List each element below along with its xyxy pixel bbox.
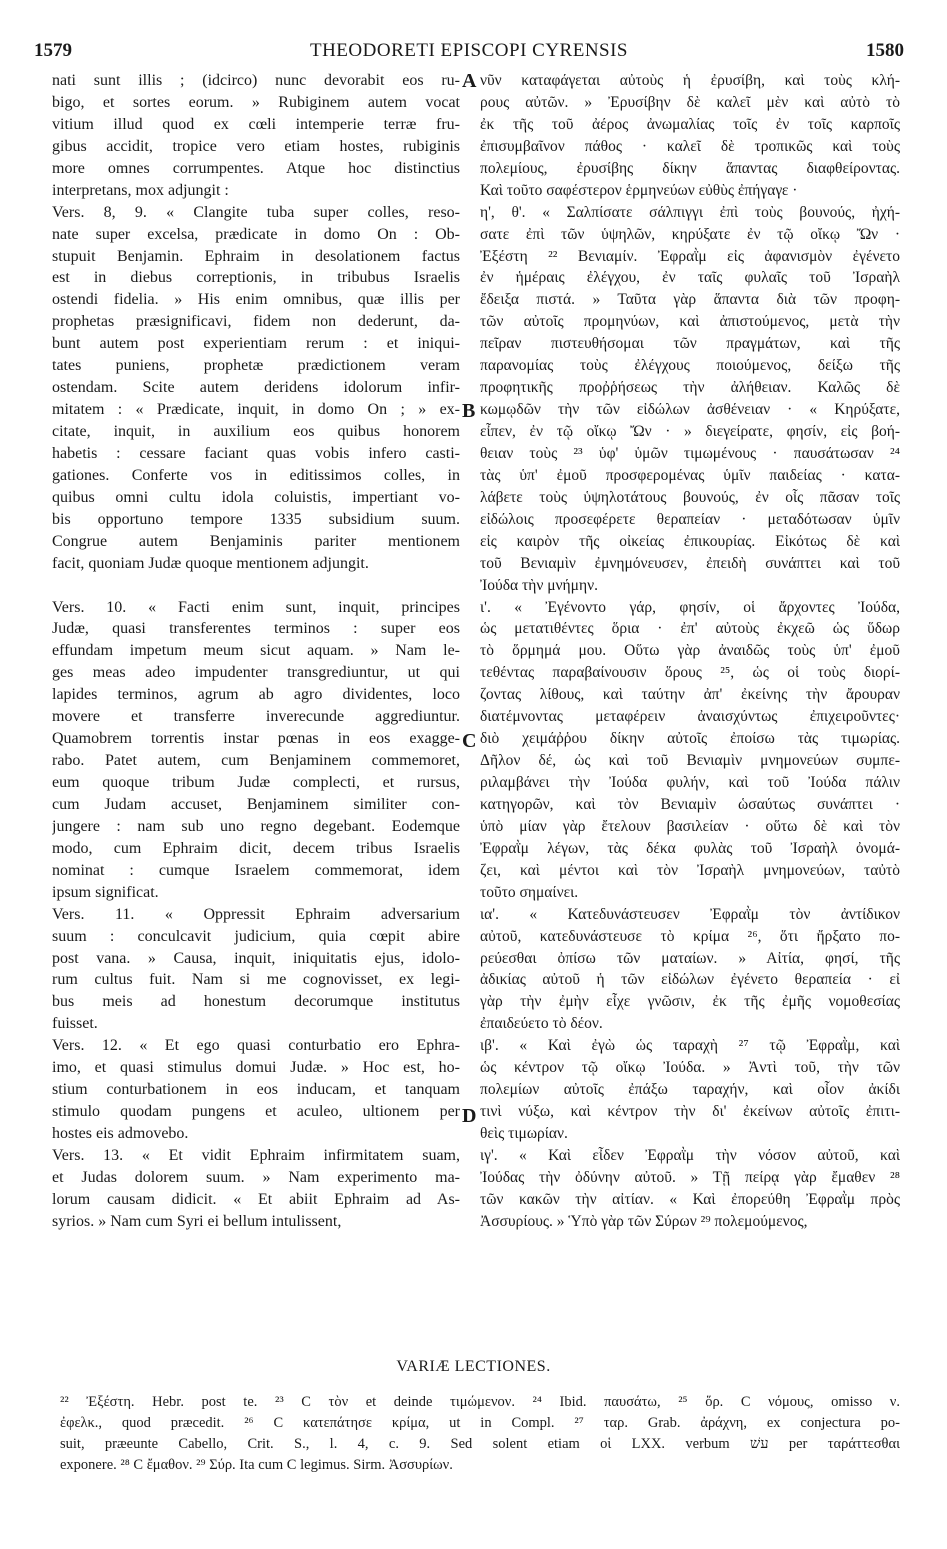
latin-text-line: lorum causam didicit. « Et abiit Ephraim ad As- bbox=[52, 1190, 460, 1208]
running-title: THEODORETI EPISCOPI CYRENSIS bbox=[309, 40, 629, 61]
greek-text-line: ζοντας λίθους, καὶ ταύτην ἀπ' ἐκείνης τὴν ἄρουραν bbox=[480, 686, 900, 704]
greek-text-line: ἐπαιδεύετο τὸ δέον. bbox=[480, 1015, 603, 1033]
note-line: suit, præeunte Cabello, Crit. S., l. 4, c. 9. Sed solent etiam οἱ LXX. verbum עשׁ per ταράττεσθαι bbox=[60, 1436, 900, 1452]
greek-text-line: Ἐφραῒμ λέγων, τὰς δέκα φυλὰς τοῦ Ἰσραὴλ ὀνομά- bbox=[480, 839, 900, 857]
greek-text-line: τοῦτο σημαίνει. bbox=[480, 883, 579, 901]
latin-text-line: Judæ, quasi transferentes terminos : super eos bbox=[52, 620, 460, 638]
latin-text-line: more omnes corrumpentes. Atque hoc distinctius bbox=[52, 159, 460, 177]
greek-text-line: τῶν κακῶν τὴν αἰτίαν. « Καὶ ἐπορεύθη Ἐφραῒμ πρὸς bbox=[480, 1190, 900, 1208]
greek-text-line: λάβετε τοὺς ὑψηλοτάτους βουνούς, ἐν οἷς πᾶσαν τοῖς bbox=[480, 488, 900, 506]
greek-text-line: ιβ'. « Καὶ ἐγὼ ὡς ταραχὴ ²⁷ τῷ Ἐφραῒμ, καὶ bbox=[480, 1037, 900, 1055]
greek-text-line: Ἀσσυρίους. » Ὑπὸ γὰρ τῶν Σύρων ²⁹ πολεμούμενος, bbox=[480, 1212, 808, 1230]
latin-text-line: post vana. » Causa, inquit, iniquitatis ejus, idolo- bbox=[52, 949, 460, 967]
greek-text-line: πεῖραν πιστευθήσομαι τῶν πραγμάτων, καὶ τῆς bbox=[480, 335, 900, 353]
greek-text-line: τεθέντας παραβαίνουσιν ὅρους ²⁵, ὡς οἱ τοὺς διορί- bbox=[480, 664, 900, 682]
latin-text-line: syrios. » Nam cum Syri ei bellum intulissent, bbox=[52, 1212, 342, 1230]
latin-text-line: prophetas præsignificavi, fidem non dederunt, da- bbox=[52, 313, 460, 331]
greek-text-line: εἰς καιρὸν τῆς οἰκείας ἐπικουρίας. Εἰκότως δὲ καὶ bbox=[480, 532, 900, 550]
page-header bbox=[34, 40, 904, 70]
greek-text-line: ἀδικίας αὐτοῦ ἡ τῶν εἰδώλων ἐγένετο θεραπεία · εἰ bbox=[480, 971, 900, 989]
page-number-left: 1579 bbox=[34, 40, 72, 61]
latin-text-line: est in diebus correptionis, in tribubus Israelis bbox=[52, 269, 460, 287]
latin-text-line: bis opportuno tempore 1335 subsidium suum. bbox=[52, 510, 460, 528]
latin-text-line: fuisset. bbox=[52, 1015, 98, 1033]
greek-text-line: Ἐξέστη ²² Βενιαμίν. Ἐφραῒμ εἰς ἀφανισμὸν ἐγένετο bbox=[480, 247, 900, 265]
latin-text-line: cum Judam accuset, Benjaminem similiter con- bbox=[52, 795, 460, 813]
margin-letter-b: B bbox=[462, 400, 476, 422]
greek-text-line: ια'. « Κατεδυνάστευσεν Ἐφραῒμ τὸν ἀντίδικον bbox=[480, 905, 900, 923]
latin-text-line: lapides terminos, agrum ab agro dividentes, loco bbox=[52, 686, 460, 704]
latin-text-line: ipsum significat. bbox=[52, 883, 159, 901]
greek-text-line: σατε ἐπὶ τῶν ὑψηλῶν, κηρύξατε ἐν τῷ οἴκῳ Ὤν · bbox=[480, 225, 900, 243]
latin-text-line: Vers. 8, 9. « Clangite tuba super colles, reso- bbox=[52, 203, 460, 221]
greek-column bbox=[480, 70, 900, 1233]
greek-text-line: ἐκ τῆς τοῦ ἀέρος ἀνωμαλίας τοῖς ἐν τοῖς καρποῖς bbox=[480, 115, 900, 133]
latin-text-line: ostendam. Scite autem deridens idolorum infir- bbox=[52, 379, 460, 397]
latin-column bbox=[52, 70, 460, 1233]
latin-text-line: stium conturbationem in eos inducam, et tanquam bbox=[52, 1081, 460, 1099]
greek-text-line: ὡς κέντρον τῷ οἴκῳ Ἰούδα. » Ἀντὶ τοῦ, τὴν τῶν bbox=[480, 1059, 900, 1077]
latin-text-line: mitatem : « Prædicate, inquit, in domo On ; » ex- bbox=[52, 401, 460, 419]
greek-text-line: ρους αὐτῶν. » Ἐρυσίβην δὲ καλεῖ μὲν καὶ αὐτὸ τὸ bbox=[480, 93, 900, 111]
latin-text-line: nominat : cumque Israelem commemorat, idem bbox=[52, 861, 460, 879]
latin-text-line: interpretans, mox adjungit : bbox=[52, 181, 229, 199]
greek-text-line: διατέμνοντας μεταφέρειν ἀναισχύντως ἐπιχειροῦντες· bbox=[480, 708, 900, 726]
latin-text-line: vitium illud quod ex cœli intemperie terræ fru- bbox=[52, 115, 460, 133]
page-number-right: 1580 bbox=[866, 40, 904, 61]
greek-text-line: τοῦ Βενιαμὶν ἐμνημόνευσεν, ἐπειδὴ συνάπτει καὶ τοῦ bbox=[480, 554, 900, 572]
note-line: ἐφελκ., quod præcedit. ²⁶ C κατεπάτησε κρίμα, ut in Compl. ²⁷ ταρ. Grab. ἀράχνη, ex conjectura po- bbox=[60, 1415, 900, 1431]
latin-text-line: facit, quoniam Judæ quoque mentionem adjungit. bbox=[52, 554, 369, 572]
variant-notes bbox=[60, 1392, 900, 1476]
greek-text-line: ρεύεσθαι ὀπίσω τῶν ματαίων. » Αἰτία, φησί, τῆς bbox=[480, 949, 900, 967]
greek-text-line: ὡς μετατιθέντες ὅρια · ἐπ' αὐτοὺς ἐκχεῶ ὡς ὕδωρ bbox=[480, 620, 900, 638]
greek-text-line: ι'. « Ἐγένοντο γάρ, φησίν, οἱ ἄρχοντες Ἰούδα, bbox=[480, 598, 900, 616]
greek-text-line: θειαν τοὺς ²³ ὑφ' ὑμῶν τιμωμένους · παυσάτωσαν ²⁴ bbox=[480, 444, 900, 462]
latin-text-line: bunt autem post experientiam rerum : et iniqui- bbox=[52, 335, 460, 353]
column-spacer bbox=[52, 575, 460, 597]
greek-text-line: Καὶ τοῦτο σαφέστερον ἑρμηνεύων εὐθὺς ἐπήγαγε · bbox=[480, 181, 798, 199]
greek-text-line: θεὶς τιμωρίαν. bbox=[480, 1125, 568, 1142]
greek-text-line: ριλαμβάνει τὴν Ἰούδα φυλήν, καὶ τοῦ Ἰούδα πάλιν bbox=[480, 774, 900, 791]
latin-text-line: hostes eis admovebo. bbox=[52, 1125, 189, 1142]
latin-text-line: effundam impetum meum sicut aquam. » Nam le- bbox=[52, 642, 460, 660]
greek-text-line: ἔδειξα πιστά. » Ταῦτα γὰρ ἅπαντα διὰ τῶν προφη- bbox=[480, 291, 900, 309]
greek-text-line: γὰρ τὴν ἐμὴν εἶχε γνῶσιν, ἐκ τῆς ἐμῆς νομοθεσίας bbox=[480, 993, 900, 1011]
greek-text-line: πολεμίων αὐτοῖς ἐπάξω ταραχήν, καὶ οἷον ἀκίδι bbox=[480, 1081, 900, 1099]
latin-text-line: rabo. Patet autem, cum Benjaminem commemoret, bbox=[52, 752, 460, 770]
latin-text-line: bigo, et sortes eorum. » Rubiginem autem vocat bbox=[52, 93, 460, 111]
latin-text-line: nati sunt illis ; (idcirco) nunc devorabit eos ru- bbox=[52, 72, 460, 89]
greek-text-line: ζει, καὶ μέντοι καὶ τὸν Ἰσραὴλ μνημονεύων, ταὐτὸ bbox=[480, 861, 900, 879]
latin-text-line: habetis : cessare faciant quas vobis infero casti- bbox=[52, 444, 460, 462]
latin-text-line: quibus omni cultu idola coluistis, impertiant vo- bbox=[52, 488, 460, 506]
latin-text-line: et Judas dolorem suum. » Nam experimento ma- bbox=[52, 1168, 460, 1186]
latin-text-line: Vers. 11. « Oppressit Ephraim adversarium bbox=[52, 905, 460, 923]
latin-text-line: ges meas adeo impudenter transgrediuntur, ut qui bbox=[52, 664, 460, 682]
greek-text-line: Ἰούδας τὴν ὀδύνην αὐτοῦ. » Τῇ πείρᾳ γὰρ ἔμαθεν ²⁸ bbox=[480, 1168, 900, 1186]
latin-text-line: eum quoque tribum Judæ complecti, et rursus, bbox=[52, 774, 460, 791]
latin-text-line: Vers. 12. « Et ego quasi conturbatio ero Ephra- bbox=[52, 1037, 460, 1055]
latin-text-line: Congrue autem Benjaminis pariter mentionem bbox=[52, 532, 460, 550]
greek-text-line: ἐπισυμβαῖνον πάθος · καλεῖ δὲ τροπικῶς καὶ τοὺς bbox=[480, 137, 900, 155]
note-line: exponere. ²⁸ C ἔμαθον. ²⁹ Σύρ. Ita cum C legimus. Sirm. Ἀσσυρίων. bbox=[60, 1457, 453, 1473]
greek-text-line: εἶπεν, ἐν τῷ οἴκῳ Ὤν · » διεγείρατε, φησίν, εἰς βοή- bbox=[480, 423, 900, 440]
note-line: ²² Ἐξέστη. Hebr. post te. ²³ C τὸν et deinde τιμώμενον. ²⁴ Ibid. παυσάτω, ²⁵ ὅρ. C νόμους, omisso ν. bbox=[60, 1394, 900, 1410]
latin-text-line: bus meis ad honestum decorumque institutus bbox=[52, 993, 460, 1011]
margin-letter-d: D bbox=[462, 1105, 477, 1127]
greek-text-line: τινὶ νύξω, καὶ κέντρον τὴν δι' ἐκείνων αὐτοῖς ἐπιτι- bbox=[480, 1103, 900, 1121]
latin-text-line: modo, cum Ephraim dicit, decem tribus Israelis bbox=[52, 839, 460, 857]
greek-text-line: αὐτοῦ, κατεδυνάστευσε τὸ κρίμα ²⁶, ὅτι ἤρξατο πο- bbox=[480, 927, 900, 945]
latin-text-line: stupuit Benjamin. Ephraim in desolationem factus bbox=[52, 247, 460, 265]
greek-text-line: παρανομίας τοὺς ἐλέγχους ποιούμενος, δείξω τῆς bbox=[480, 357, 900, 375]
latin-text-line: Quamobrem torrentis instar pœnas in eos exagge- bbox=[52, 730, 460, 748]
latin-text-line: tates puniens, prophetæ prædictionem veram bbox=[52, 357, 460, 375]
greek-text-line: πολεμίους, ἐρυσίβης δίκην ἅπαντας διαφθείροντας. bbox=[480, 159, 900, 177]
greek-text-line: κωμῳδῶν τὴν τῶν εἰδώλων ἀσθένειαν · « Κηρύξατε, bbox=[480, 401, 900, 419]
latin-text-line: rum cultus fuit. Nam si me cognovisset, ex legi- bbox=[52, 971, 460, 989]
margin-letter-c: C bbox=[462, 730, 477, 752]
latin-text-line: citate, inquit, in auxilium eos quibus honorem bbox=[52, 423, 460, 440]
greek-text-line: τὰς ὑπ' ἐμοῦ προσφερομένας ὑμῖν παιδείας · κατα- bbox=[480, 466, 900, 484]
latin-text-line: gibus accidit, tropice vero etiam hostes, rubiginis bbox=[52, 137, 460, 155]
greek-text-line: ὑπὸ μίαν γὰρ ἔτελουν βασιλείαν · οὕτω δὲ καὶ τὸν bbox=[480, 817, 900, 835]
latin-text-line: jungere : nam sub uno regno degebant. Eodemque bbox=[52, 817, 460, 835]
greek-text-line: τῶν αὐτοῖς προμηνύων, καὶ ἀπιστούμενος, μετὰ τὴν bbox=[480, 313, 900, 331]
latin-text-line: Vers. 10. « Facti enim sunt, inquit, principes bbox=[52, 598, 460, 616]
greek-text-line: Ἰούδα τὴν μνήμην. bbox=[480, 576, 598, 594]
latin-text-line: imo, et quasi stimulus domui Judæ. » Hoc est, ho- bbox=[52, 1059, 460, 1077]
greek-text-line: ἐν ἡμέραις ἐλέγχου, ἐν ταῖς φυλαῖς τοῦ Ἰσραὴλ bbox=[480, 269, 900, 287]
latin-text-line: stimulo quodam pungens et aculeo, ultionem per bbox=[52, 1103, 460, 1121]
latin-text-line: ostendi fidelia. » His enim omnibus, quæ illis per bbox=[52, 291, 460, 309]
greek-text-line: διὸ χειμάῤῥου δίκην αὐτοῖς ἐποίσω τὰς τιμωρίας. bbox=[480, 730, 900, 748]
greek-text-line: εἰδώλοις προσεφέρετε θεραπείαν · μεταδότωσαν ὑμῖν bbox=[480, 510, 900, 528]
variae-lectiones-title: VARIÆ LECTIONES. bbox=[396, 1358, 551, 1375]
greek-text-line: η', θ'. « Σαλπίσατε σάλπιγγι ἐπὶ τοὺς βουνούς, ἠχή- bbox=[480, 203, 900, 221]
greek-text-line: ιγ'. « Καὶ εἶδεν Ἐφραῒμ τὴν νόσον αὐτοῦ, καὶ bbox=[480, 1146, 900, 1164]
latin-text-line: suum : conculcavit judicium, quia cœpit abire bbox=[52, 927, 460, 945]
greek-text-line: κατηγορῶν, καὶ τὸν Βενιαμὶν ὡσαύτως συνάπτει · bbox=[480, 795, 900, 813]
latin-text-line: Vers. 13. « Et vidit Ephraim infirmitatem suam, bbox=[52, 1146, 460, 1164]
latin-text-line: gationes. Conferte vos in editissimos colles, in bbox=[52, 466, 460, 484]
greek-text-line: προφητικῆς προῤῥήσεως τὴν ἀλήθειαν. Καλῶς δὲ bbox=[480, 379, 900, 397]
latin-text-line: movere et transferre inverecunde aggrediuntur. bbox=[52, 708, 460, 726]
greek-text-line: νῦν καταφάγεται αὐτοὺς ἡ ἐρυσίβη, καὶ τοὺς κλή- bbox=[480, 72, 900, 89]
greek-text-line: Δῆλον δέ, ὡς καὶ τοῦ Βενιαμὶν μνημονεύων συμπε- bbox=[480, 752, 900, 770]
greek-text-line: τὸ ὅρμημά μου. Οὕτω γὰρ ἀναιδῶς τοὺς ὑπ' ἐμοῦ bbox=[480, 642, 900, 660]
latin-text-line: nate super excelsa, prædicate in domo On : Ob- bbox=[52, 225, 460, 243]
margin-letter-a: A bbox=[462, 70, 477, 92]
